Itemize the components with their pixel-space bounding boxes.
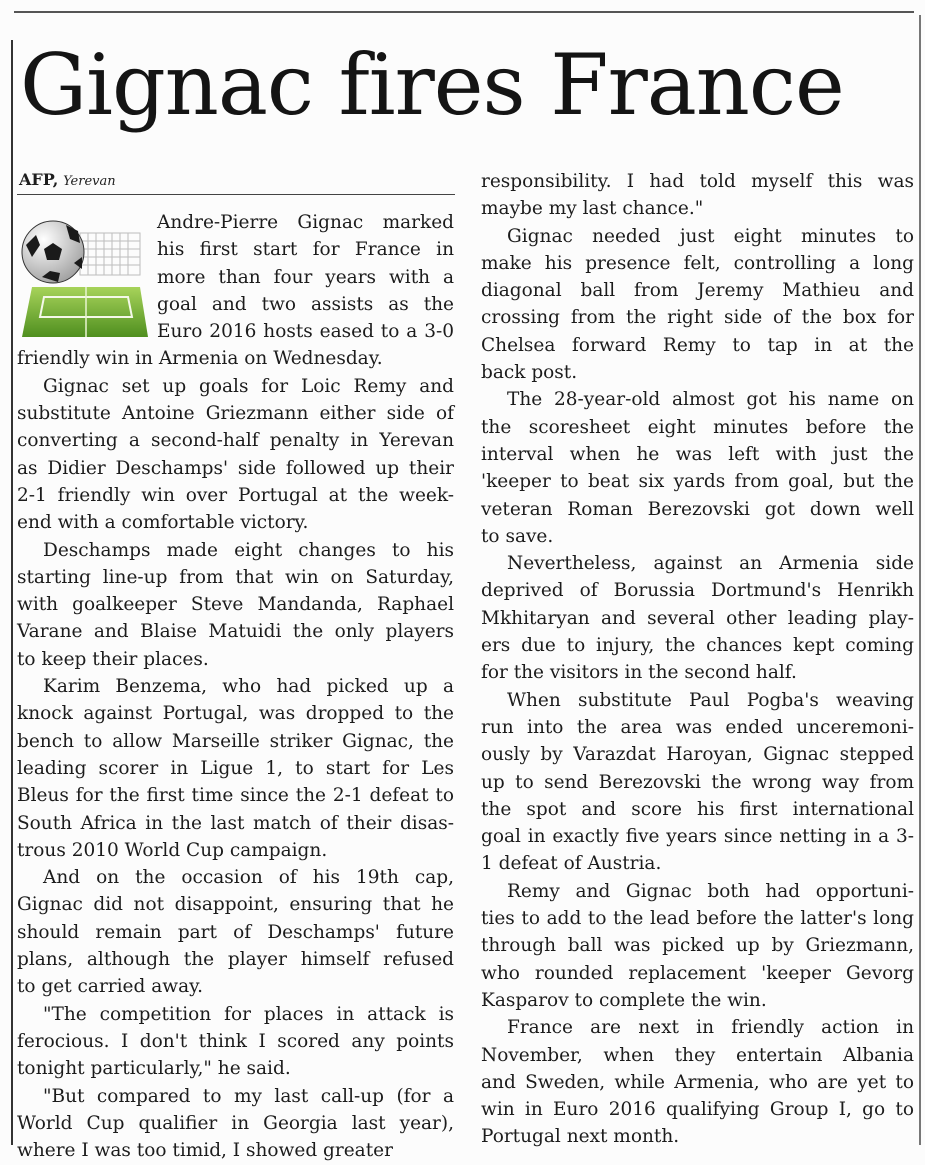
text-line: Bleus for the first time since the 2-1 defeat to bbox=[17, 785, 454, 807]
text-line: make his presence felt, controlling a long bbox=[481, 252, 914, 274]
text-line: back post. bbox=[481, 362, 578, 384]
text-line: more than four years with a bbox=[157, 266, 454, 288]
text-line: ties to add to the lead before the latter's long bbox=[481, 908, 914, 930]
text-line: "The competition for places in attack is bbox=[43, 1003, 454, 1025]
paragraph bbox=[17, 1083, 454, 1165]
text-line: trous 2010 World Cup campaign. bbox=[17, 839, 328, 861]
text-line: The 28-year-old almost got his name on bbox=[507, 389, 914, 411]
text-line: bench to allow Marseille striker Gignac, the bbox=[17, 730, 454, 752]
text-line: to get carried away. bbox=[17, 976, 203, 998]
paragraph bbox=[481, 168, 914, 223]
text-line: Kasparov to complete the win. bbox=[481, 989, 767, 1011]
headline: Gignac fires France bbox=[20, 36, 844, 134]
text-line: end with a comfortable victory. bbox=[17, 512, 309, 534]
text-line: Varane and Blaise Matuidi the only players bbox=[17, 621, 454, 643]
paragraph bbox=[481, 1014, 914, 1150]
text-line: up to send Berezovski the wrong way from bbox=[481, 771, 914, 793]
paragraph bbox=[17, 673, 454, 864]
text-line: goal and two assists as the bbox=[157, 293, 454, 315]
paragraph bbox=[17, 864, 454, 1000]
text-line: interval when he was left with just the bbox=[481, 443, 914, 465]
text-line: who rounded replacement 'keeper Gevorg bbox=[481, 962, 914, 984]
text-line: 2-1 friendly win over Portugal at the week- bbox=[17, 484, 454, 506]
text-line: And on the occasion of his 19th cap, bbox=[43, 867, 454, 889]
paragraph bbox=[17, 209, 454, 373]
text-line: win in Euro 2016 qualifying Group I, go to bbox=[481, 1099, 914, 1121]
text-line: through ball was picked up by Griezmann, bbox=[481, 935, 914, 957]
text-line: responsibility. I had told myself this was bbox=[481, 171, 914, 192]
text-line: Nevertheless, against an Armenia side bbox=[507, 553, 914, 575]
text-line: Karim Benzema, who had picked up a bbox=[43, 676, 454, 698]
text-line: diagonal ball from Jeremy Mathieu and bbox=[481, 280, 914, 302]
paragraph bbox=[17, 537, 454, 673]
article-column-right bbox=[481, 168, 914, 1151]
left-rule bbox=[11, 40, 13, 1145]
text-line: Chelsea forward Remy to tap in at the bbox=[481, 334, 914, 356]
text-line: the scoresheet eight minutes before the bbox=[481, 416, 914, 438]
text-line: "But compared to my last call-up (for a bbox=[43, 1085, 454, 1107]
byline-agency: AFP, bbox=[19, 170, 59, 189]
text-line: crossing from the right side of the box for bbox=[481, 307, 914, 329]
text-line: 'keeper to beat six yards from goal, but the bbox=[481, 471, 914, 493]
article-column-left bbox=[17, 209, 454, 1164]
text-line: When substitute Paul Pogba's weaving bbox=[507, 689, 914, 711]
text-line: as Didier Deschamps' side followed up their bbox=[17, 457, 454, 479]
text-line: Mkhitaryan and several other leading play- bbox=[481, 607, 914, 629]
paragraph bbox=[17, 373, 454, 537]
text-line: Gignac set up goals for Loic Remy and bbox=[43, 375, 454, 397]
text-line: deprived of Borussia Dortmund's Henrikh bbox=[481, 580, 914, 602]
text-line: starting line-up from that win on Saturday, bbox=[17, 566, 454, 588]
text-line: November, when they entertain Albania bbox=[481, 1044, 914, 1066]
text-line: substitute Antoine Griezmann either side of bbox=[17, 403, 454, 425]
text-line: tonight particularly," he said. bbox=[17, 1058, 291, 1080]
paragraph bbox=[481, 223, 914, 387]
text-line: for the visitors in the second half. bbox=[481, 662, 797, 684]
text-line: Portugal next month. bbox=[481, 1126, 680, 1148]
text-line: South Africa in the last match of their disas- bbox=[17, 812, 454, 834]
paragraph bbox=[481, 550, 914, 686]
text-line: to save. bbox=[481, 525, 554, 547]
text-line: leading scorer in Ligue 1, to start for Les bbox=[17, 757, 454, 779]
text-line: ously by Varazdat Haroyan, Gignac stepped bbox=[481, 744, 914, 766]
right-rule bbox=[919, 15, 921, 1145]
text-line: friendly win in Armenia on Wednesday. bbox=[17, 348, 383, 370]
text-line: where I was too timid, I showed greater bbox=[17, 1140, 393, 1162]
text-line: converting a second-half penalty in Yerevan bbox=[17, 430, 454, 452]
text-line: Gignac needed just eight minutes to bbox=[507, 225, 914, 247]
paragraph bbox=[481, 386, 914, 550]
text-line: Remy and Gignac both had opportuni- bbox=[507, 880, 914, 902]
text-line: and Sweden, while Armenia, who are yet to bbox=[481, 1071, 914, 1093]
top-rule bbox=[14, 11, 914, 13]
text-line: with goalkeeper Steve Mandanda, Raphael bbox=[17, 594, 454, 616]
text-line: plans, although the player himself refused bbox=[17, 949, 454, 971]
paragraph bbox=[481, 687, 914, 878]
text-line: goal in exactly five years since netting in a 3- bbox=[481, 826, 914, 848]
text-line: Euro 2016 hosts eased to a 3-0 bbox=[157, 321, 454, 343]
text-line: maybe my last chance." bbox=[481, 198, 704, 220]
text-line: should remain part of Deschamps' future bbox=[17, 921, 454, 943]
text-line: ferocious. I don't think I scored any points bbox=[17, 1030, 454, 1052]
text-line: World Cup qualifier in Georgia last year), bbox=[17, 1112, 454, 1134]
text-line: France are next in friendly action in bbox=[507, 1017, 914, 1039]
text-line: veteran Roman Berezovski got down well bbox=[481, 498, 914, 520]
text-line: Andre-Pierre Gignac marked bbox=[157, 212, 454, 233]
paragraph bbox=[17, 1001, 454, 1083]
byline-rule bbox=[17, 194, 455, 195]
text-line: his first start for France in bbox=[157, 239, 454, 261]
text-line: knock against Portugal, was dropped to the bbox=[17, 703, 454, 725]
text-line: to keep their places. bbox=[17, 648, 209, 670]
paragraph bbox=[481, 878, 914, 1014]
byline bbox=[19, 170, 116, 192]
text-line: Gignac did not disappoint, ensuring that he bbox=[17, 894, 454, 916]
text-line: ers due to injury, the chances kept coming bbox=[481, 635, 914, 657]
text-line: run into the area was ended unceremoni- bbox=[481, 716, 914, 738]
byline-place: Yerevan bbox=[63, 174, 116, 189]
text-line: the spot and score his first international bbox=[481, 798, 914, 820]
text-line: 1 defeat of Austria. bbox=[481, 853, 662, 875]
text-line: Deschamps made eight changes to his bbox=[43, 539, 454, 561]
